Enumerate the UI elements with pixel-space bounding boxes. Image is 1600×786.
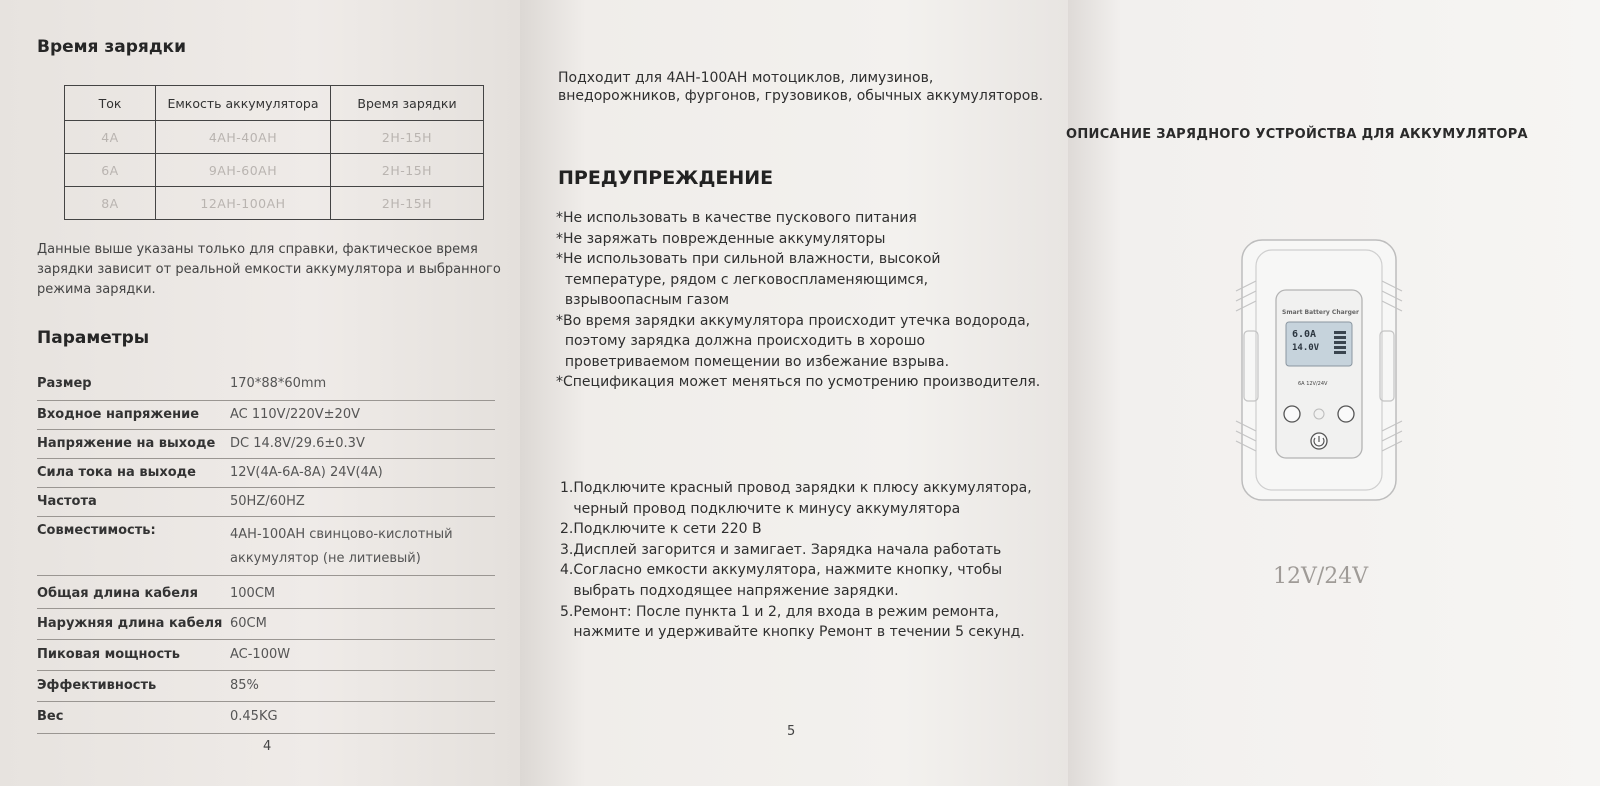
- device-brand-text: Smart Battery Charger: [1282, 309, 1359, 316]
- param-row: [37, 702, 495, 734]
- table-header-cell: Время зарядки: [331, 86, 484, 121]
- param-key: Размер: [37, 376, 92, 391]
- warning-line: *Не использовать при сильной влажности, высокой: [556, 251, 941, 267]
- param-row: [37, 459, 495, 488]
- device-label-text: 6A 12V/24V: [1298, 381, 1328, 387]
- step-line: 4.Согласно емкости аккумулятора, нажмите кнопку, чтобы: [560, 562, 1002, 579]
- warning-line: *Не использовать в качестве пускового питания: [556, 210, 917, 226]
- mode-button[interactable]: [1284, 406, 1300, 422]
- warning-line: проветриваемом помещении во избежание взрыва.: [556, 353, 950, 370]
- param-value: AC-100W: [230, 647, 291, 662]
- param-value: 85%: [230, 678, 259, 693]
- step-line: нажмите и удерживайте кнопку Ремонт в течении 5 секунд.: [560, 624, 1025, 641]
- step-line: 3.Дисплей загорится и замигает. Зарядка начала работать: [560, 541, 1002, 558]
- step-line: черный провод подключите к минусу аккумулятора: [560, 500, 961, 517]
- param-key: Совместимость:: [37, 523, 156, 538]
- param-row: [37, 640, 495, 671]
- page-number: 4: [263, 739, 272, 754]
- param-key: Напряжение на выходе: [37, 436, 216, 451]
- warning-line: *Спецификация может меняться по усмотрению производителя.: [556, 374, 1041, 390]
- param-value: 100CM: [230, 586, 276, 601]
- param-key: Вес: [37, 709, 64, 724]
- warning-line: взрывоопасным газом: [556, 292, 730, 308]
- param-key: Входное напряжение: [37, 407, 200, 422]
- step-line: 2.Подключите к сети 220 В: [560, 521, 762, 538]
- params-title: Параметры: [37, 328, 150, 348]
- steps-list: [560, 478, 1060, 643]
- step-line: выбрать подходящее напряжение зарядки.: [560, 582, 899, 599]
- step-line: 1.Подключите красный провод зарядки к плюсу аккумулятора,: [560, 480, 1032, 496]
- warning-line: поэтому зарядка должна происходить в хорошо: [556, 333, 926, 349]
- param-key: Сила тока на выходе: [37, 465, 196, 480]
- warning-list: [556, 208, 1056, 393]
- middle-page: [520, 0, 1068, 786]
- param-value: 60CM: [230, 616, 267, 631]
- reference-note: Данные выше указаны только для справки, фактическое время зарядки зависит от реальной емкости аккумулятора и выбранного режима зарядки.: [37, 242, 501, 297]
- param-row: [37, 430, 495, 459]
- lcd-voltage-text: 14.0V: [1292, 343, 1320, 353]
- param-key: Наружняя длина кабеля: [37, 616, 223, 631]
- charge-time-table: [64, 85, 484, 220]
- device-description-title: ОПИСАНИЕ ЗАРЯДНОГО УСТРОЙСТВА ДЛЯ АККУМУЛЯТОРА: [1066, 127, 1528, 142]
- param-value: 4AH-100AH свинцово-кислотный аккумулятор (не литиевый): [230, 527, 453, 566]
- intro-line: Подходит для 4АН-100АН мотоциклов, лимузинов,: [558, 70, 934, 86]
- battery-charger-illustration: [1234, 236, 1404, 504]
- param-key: Пиковая мощность: [37, 647, 180, 662]
- warning-line: *Не заряжать поврежденные аккумуляторы: [556, 230, 886, 247]
- param-value: 50HZ/60HZ: [230, 494, 305, 509]
- table-cell: 2H-15H: [331, 154, 484, 187]
- table-cell: 8A: [65, 187, 156, 220]
- param-key: Эффективность: [37, 678, 157, 693]
- table-row: [65, 154, 484, 187]
- table-cell: 4A: [65, 121, 156, 154]
- param-row: [37, 576, 495, 609]
- warning-line: *Во время зарядки аккумулятора происходит утечка водорода,: [556, 312, 1031, 329]
- table-cell: 2H-15H: [331, 187, 484, 220]
- param-value: 12V(4A-6A-8A) 24V(4A): [230, 465, 383, 480]
- param-row: [37, 609, 495, 640]
- table-cell: 4AH-40AH: [156, 121, 331, 154]
- table-row: [65, 187, 484, 220]
- param-value: DC 14.8V/29.6±0.3V: [230, 436, 365, 451]
- param-value: 170*88*60mm: [230, 376, 327, 391]
- table-cell: 2H-15H: [331, 121, 484, 154]
- page-number: 5: [787, 724, 796, 739]
- table-cell: 12AH-100AH: [156, 187, 331, 220]
- lcd-current-text: 6.0A: [1292, 329, 1317, 340]
- param-row: [37, 671, 495, 702]
- param-key: Частота: [37, 494, 97, 509]
- repair-button[interactable]: [1338, 406, 1354, 422]
- intro-line: внедорожников, фургонов, грузовиков, обычных аккумуляторов.: [558, 88, 1044, 104]
- table-header-cell: Емкость аккумулятора: [156, 86, 331, 121]
- param-row: [37, 488, 495, 517]
- voltage-caption: 12V/24V: [1273, 564, 1369, 589]
- param-row: [37, 372, 495, 401]
- warning-title: ПРЕДУПРЕЖДЕНИЕ: [558, 167, 774, 189]
- table-cell: 9AH-60AH: [156, 154, 331, 187]
- table-header-row: [65, 86, 484, 121]
- param-value: AC 110V/220V±20V: [230, 407, 360, 422]
- params-list: [37, 372, 495, 734]
- param-row: [37, 401, 495, 430]
- step-line: 5.Ремонт: После пункта 1 и 2, для входа в режим ремонта,: [560, 603, 999, 620]
- param-key: Общая длина кабеля: [37, 586, 198, 601]
- table-header-cell: Ток: [65, 86, 156, 121]
- param-value: 0.45KG: [230, 709, 278, 724]
- warning-line: температуре, рядом с легковоспламеняющимся,: [556, 271, 929, 288]
- table-cell: 6A: [65, 154, 156, 187]
- param-row: [37, 517, 495, 576]
- table-row: [65, 121, 484, 154]
- charge-time-title: Время зарядки: [37, 37, 186, 57]
